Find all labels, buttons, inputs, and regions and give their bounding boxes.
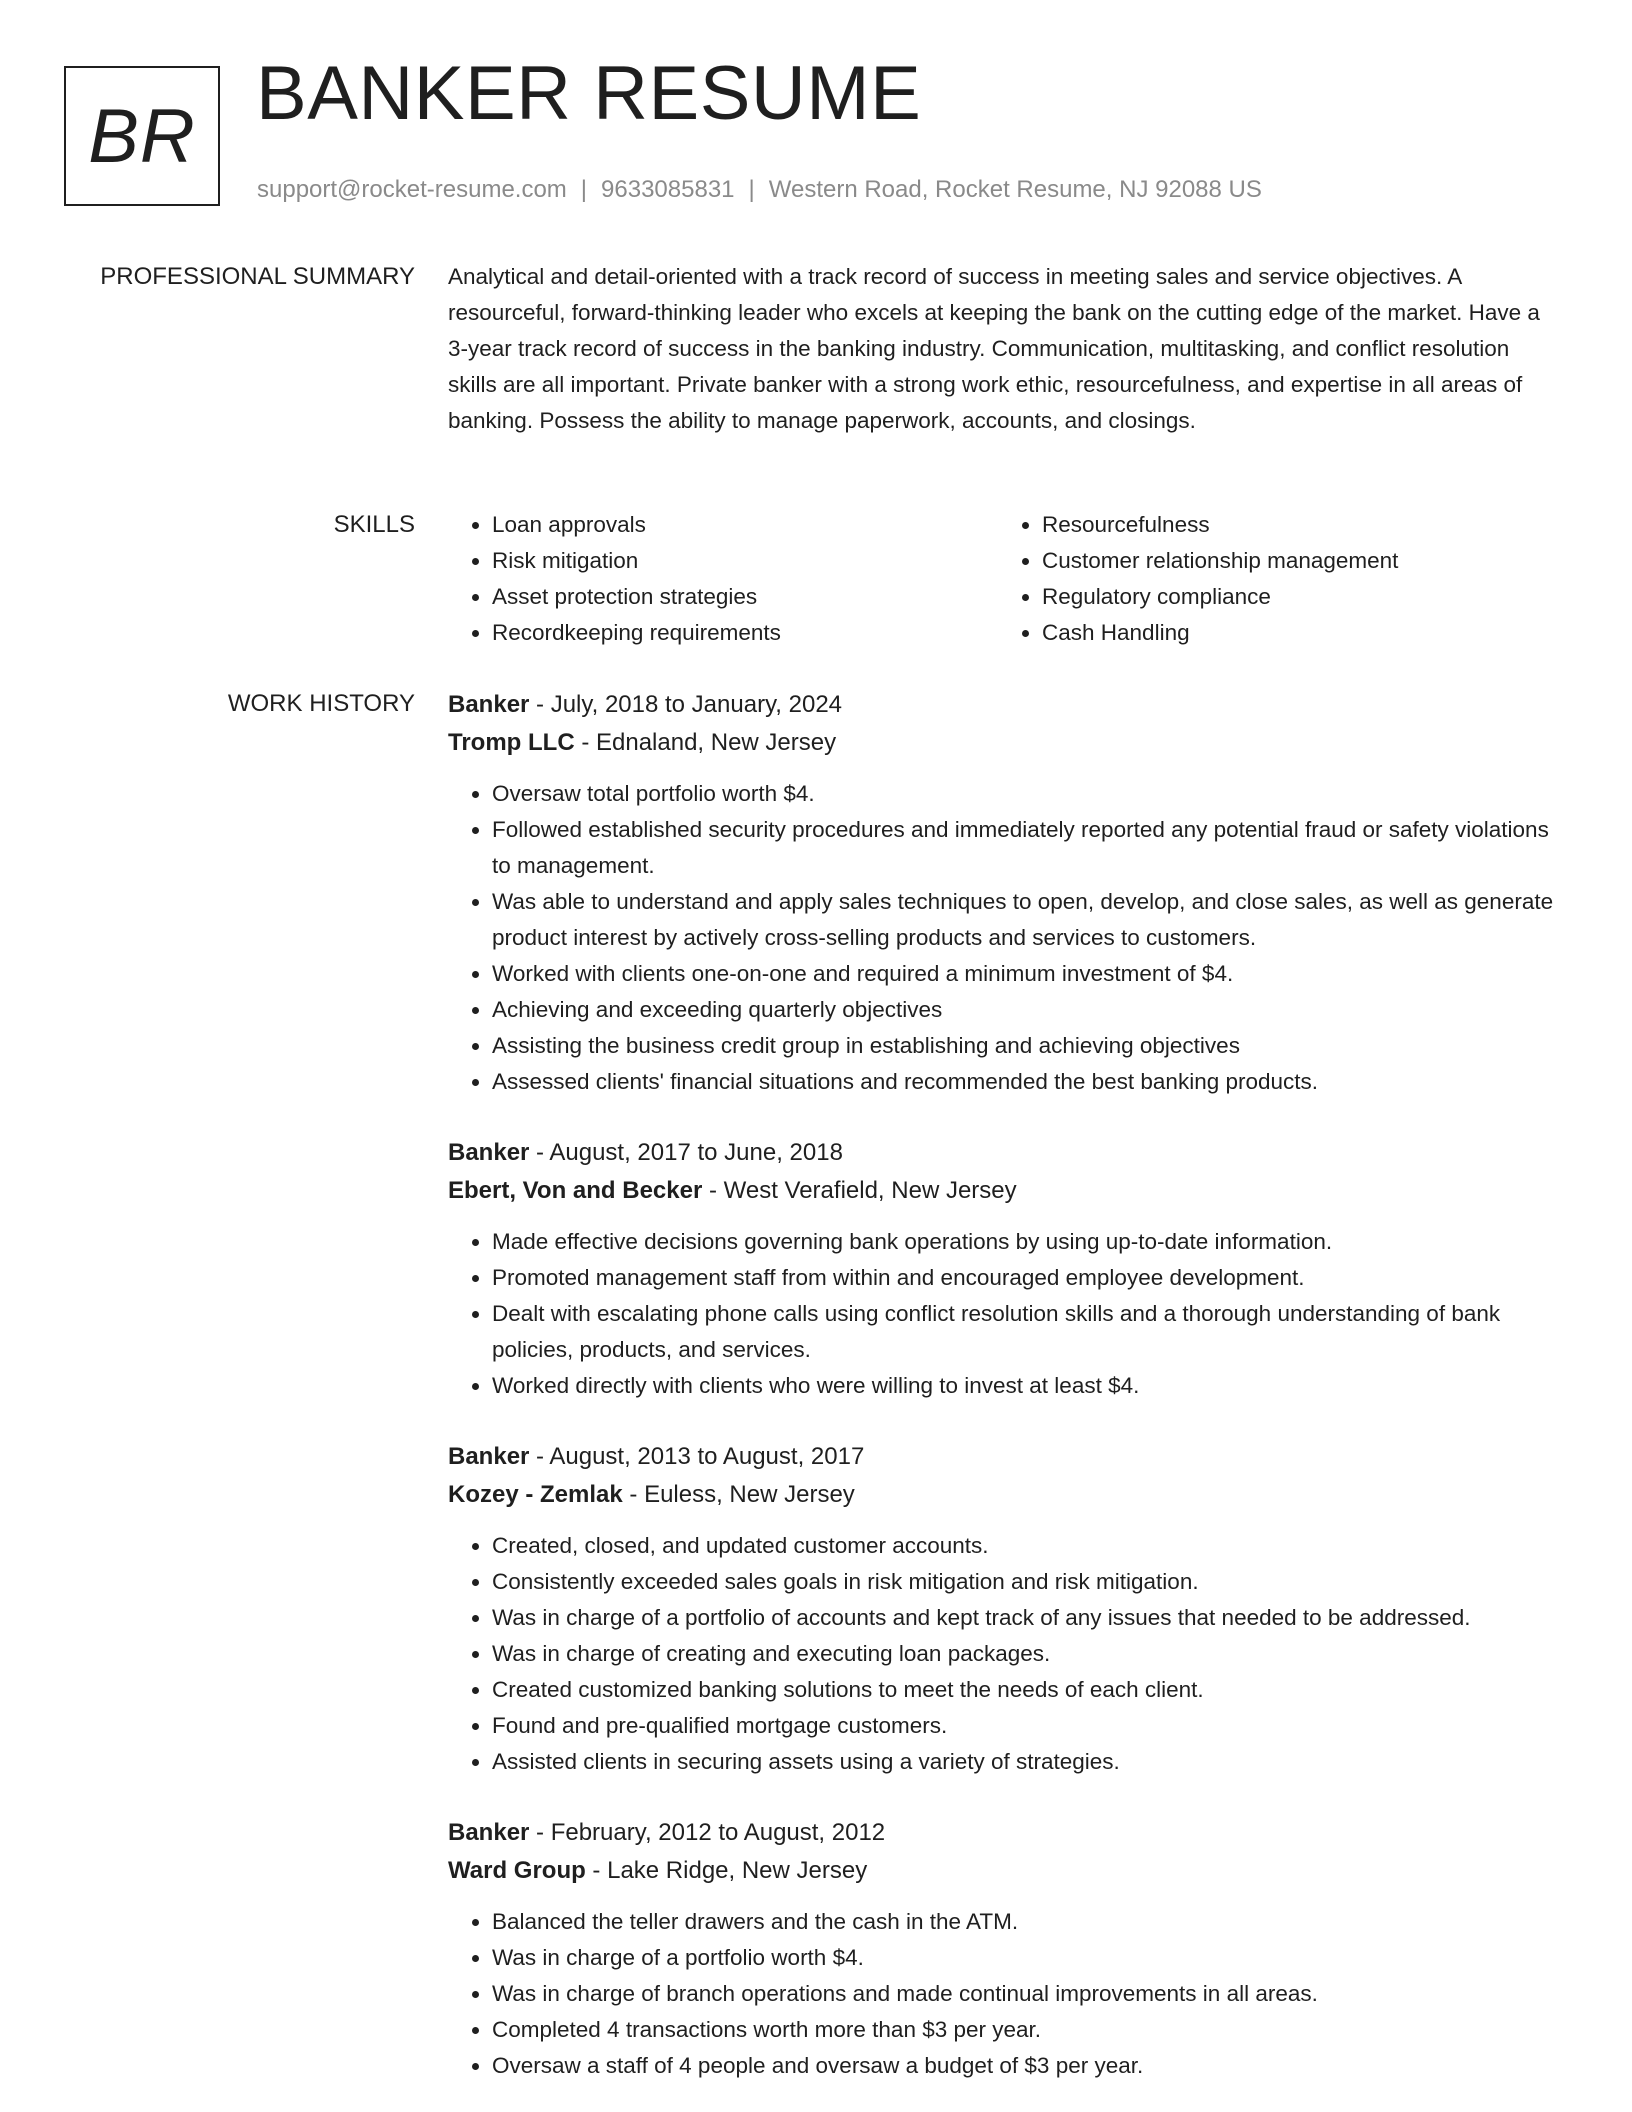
contact-address: Western Road, Rocket Resume, NJ 92088 US <box>768 176 1262 203</box>
job-location: - Ednaland, New Jersey <box>574 729 837 756</box>
contact-email: support@rocket-resume.com <box>257 176 567 203</box>
candidate-name: BANKER RESUME <box>256 51 922 136</box>
job-dates: - July, 2018 to January, 2024 <box>529 691 843 718</box>
job-location: - West Verafield, New Jersey <box>702 1177 1017 1204</box>
duty-item: • Assisting the business credit group in establishing and achieving objectives <box>492 1028 1558 1064</box>
skill-item: • Regulatory compliance <box>1042 579 1548 615</box>
duty-item: • Consistently exceeded sales goals in risk mitigation and risk mitigation. <box>492 1564 1558 1600</box>
duty-item: • Found and pre-qualified mortgage customers. <box>492 1708 1558 1744</box>
job-duties <box>448 776 1558 1100</box>
job-company-line <box>448 1852 1558 1890</box>
job-dates: - February, 2012 to August, 2012 <box>529 1819 886 1846</box>
job-company: Kozey - Zemlak <box>448 1481 623 1508</box>
job-entry <box>448 1438 1558 1780</box>
duty-item: • Was in charge of creating and executing loan packages. <box>492 1636 1558 1672</box>
job-company: Tromp LLC <box>448 729 575 756</box>
skills-grid <box>448 507 1558 651</box>
summary-heading: PROFESSIONAL SUMMARY <box>100 263 415 290</box>
duty-item: • Created customized banking solutions to meet the needs of each client. <box>492 1672 1558 1708</box>
duty-item: • Oversaw a staff of 4 people and oversaw a budget of $3 per year. <box>492 2048 1558 2084</box>
job-entry <box>448 686 1558 1100</box>
duty-item: • Made effective decisions governing bank operations by using up-to-date information. <box>492 1224 1558 1260</box>
contact-separator: | <box>748 176 755 203</box>
duty-item: • Followed established security procedures and immediately reported any potential fraud or safety violations to management. <box>492 812 1558 884</box>
duty-item: • Was in charge of branch operations and made continual improvements in all areas. <box>492 1976 1558 2012</box>
skill-item: • Loan approvals <box>492 507 998 543</box>
skill-item: • Cash Handling <box>1042 615 1548 651</box>
job-location: - Euless, New Jersey <box>622 1481 855 1508</box>
job-company: Ward Group <box>448 1857 586 1884</box>
job-company-line <box>448 724 1558 762</box>
skill-item: • Customer relationship management <box>1042 543 1548 579</box>
job-location: - Lake Ridge, New Jersey <box>585 1857 868 1884</box>
job-title: Banker <box>448 691 530 718</box>
duty-item: • Oversaw total portfolio worth $4. <box>492 776 1558 812</box>
job-title-line <box>448 1438 1558 1476</box>
duty-item: • Worked with clients one-on-one and required a minimum investment of $4. <box>492 956 1558 992</box>
duty-item: • Was in charge of a portfolio worth $4. <box>492 1940 1558 1976</box>
job-dates: - August, 2013 to August, 2017 <box>529 1443 865 1470</box>
job-duties <box>448 1528 1558 1780</box>
duty-item: • Dealt with escalating phone calls using conflict resolution skills and a thorough understanding of bank policies, products, and services. <box>492 1296 1558 1368</box>
skill-item: • Recordkeeping requirements <box>492 615 998 651</box>
job-dates: - August, 2017 to June, 2018 <box>529 1139 843 1166</box>
duty-item: • Was in charge of a portfolio of accounts and kept track of any issues that needed to be addressed. <box>492 1600 1558 1636</box>
initials-text: BR <box>88 93 196 179</box>
job-company-line <box>448 1476 1558 1514</box>
job-entry <box>448 1814 1558 2084</box>
duty-item: • Assessed clients' financial situations and recommended the best banking products. <box>492 1064 1558 1100</box>
job-company-line <box>448 1172 1558 1210</box>
job-entry <box>448 1134 1558 1404</box>
skills-heading: SKILLS <box>333 511 415 538</box>
job-title-line <box>448 1134 1558 1172</box>
job-title-line <box>448 686 1558 724</box>
duty-item: • Worked directly with clients who were willing to invest at least $4. <box>492 1368 1558 1404</box>
job-title-line <box>448 1814 1558 1852</box>
skill-item: • Asset protection strategies <box>492 579 998 615</box>
contact-separator: | <box>580 176 588 203</box>
contact-line <box>257 176 1262 204</box>
work-history-body <box>448 686 1558 2112</box>
job-duties <box>448 1904 1558 2084</box>
skills-list-left <box>448 507 998 651</box>
duty-item: • Completed 4 transactions worth more than $3 per year. <box>492 2012 1558 2048</box>
duty-item: • Promoted management staff from within and encouraged employee development. <box>492 1260 1558 1296</box>
skill-item: • Resourcefulness <box>1042 507 1548 543</box>
duty-item: • Achieving and exceeding quarterly objectives <box>492 992 1558 1028</box>
duty-item: • Created, closed, and updated customer accounts. <box>492 1528 1558 1564</box>
work-history-heading: WORK HISTORY <box>227 690 415 717</box>
job-company: Ebert, Von and Becker <box>448 1177 703 1204</box>
initials-monogram <box>64 66 220 206</box>
job-title: Banker <box>448 1443 530 1470</box>
skills-list-right <box>998 507 1548 651</box>
job-title: Banker <box>448 1819 530 1846</box>
duty-item: • Was able to understand and apply sales techniques to open, develop, and close sales, as well as generate product interest by actively cross-selling products and services to customers. <box>492 884 1558 956</box>
contact-phone: 9633085831 <box>601 176 735 203</box>
duty-item: • Assisted clients in securing assets using a variety of strategies. <box>492 1744 1558 1780</box>
job-duties <box>448 1224 1558 1404</box>
duty-item: • Balanced the teller drawers and the cash in the ATM. <box>492 1904 1558 1940</box>
summary-text: Analytical and detail-oriented with a track record of success in meeting sales and service objectives. A resourceful, forward-thinking leader who excels at keeping the bank on the cutting edge of the market. Have a 3-year track record of success in the banking industry. Communication, multitasking, and conflict resolution skills are all important. Private banker with a strong work ethic, resourcefulness, and expertise in all areas of banking. Possess the ability to manage paperwork, accounts, and closings. <box>448 264 1540 433</box>
job-title: Banker <box>448 1139 530 1166</box>
skill-item: • Risk mitigation <box>492 543 998 579</box>
